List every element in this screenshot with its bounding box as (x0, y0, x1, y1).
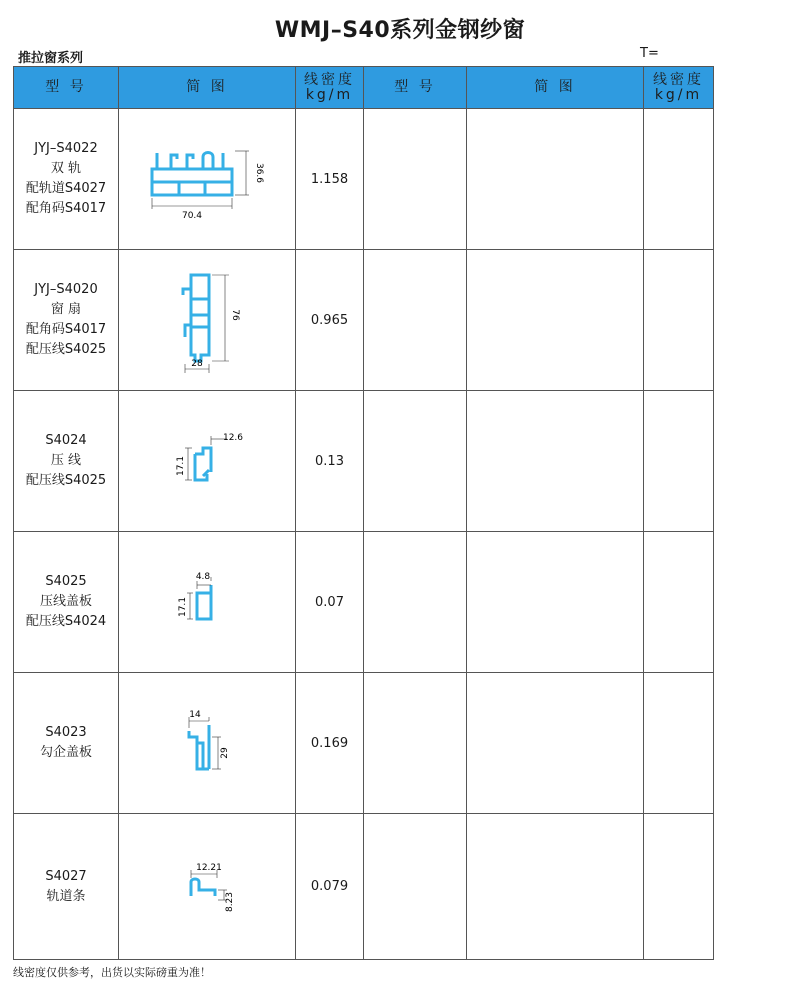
header-model: 型 号 (14, 67, 119, 109)
header-density-label-2: 线密度 (653, 71, 704, 88)
empty-cell (364, 673, 467, 814)
empty-cell (467, 250, 644, 391)
table-row (14, 391, 714, 532)
table-row (14, 532, 714, 673)
dim-width: 4.8 (195, 572, 211, 582)
drawing-cell (119, 250, 296, 391)
model-cell (14, 532, 119, 673)
series-subtitle: 推拉窗系列 (18, 51, 84, 66)
dim-width: 14 (189, 710, 201, 720)
density-cell: 0.079 (296, 814, 364, 960)
thickness-label: T= (640, 46, 659, 61)
dim-width: 70.4 (181, 211, 203, 219)
dim-height: 8.23 (225, 891, 235, 912)
model-cell (14, 673, 119, 814)
header-density-unit-2: kg/m (654, 86, 703, 103)
model-note: 配压线S4025 (25, 473, 107, 488)
model-name: 窗 扇 (50, 302, 82, 317)
header-model-2: 型 号 (364, 67, 467, 109)
model-code: S4024 (45, 433, 87, 448)
model-name: 压 线 (50, 453, 82, 468)
drawing-cell (119, 391, 296, 532)
dim-width: 12.21 (196, 862, 222, 873)
profile-drawing (137, 426, 277, 496)
header-density-unit: kg/m (305, 86, 354, 103)
model-note: 配角码S4017 (25, 201, 107, 216)
empty-cell (644, 532, 714, 673)
model-cell (14, 109, 119, 250)
model-name: 轨道条 (46, 888, 86, 904)
density-cell: 0.07 (296, 532, 364, 673)
empty-cell (644, 250, 714, 391)
model-code: S4023 (45, 725, 87, 740)
model-cell (14, 250, 119, 391)
drawing-cell (119, 109, 296, 250)
footnote: 线密度仅供参考，出货以实际磅重为准！ (13, 966, 211, 979)
model-code: JYJ–S4022 (34, 141, 98, 156)
density-cell: 0.965 (296, 250, 364, 391)
drawing-cell (119, 814, 296, 960)
model-cell (14, 814, 119, 960)
model-code: JYJ–S4020 (34, 282, 98, 297)
model-cell (14, 391, 119, 532)
model-note: 配角码S4017 (25, 322, 107, 337)
page-title: WMJ–S40系列金钢纱窗 (274, 18, 526, 43)
empty-cell (644, 814, 714, 960)
empty-cell (467, 814, 644, 960)
model-name: 双 轨 (50, 161, 82, 176)
density-cell: 1.158 (296, 109, 364, 250)
profile-drawing (137, 139, 277, 219)
density-cell: 0.13 (296, 391, 364, 532)
profile-drawing (137, 852, 277, 922)
profile-drawing (137, 265, 277, 375)
model-note: 配轨道S4027 (25, 181, 107, 196)
table-header-row (14, 67, 714, 109)
table-row (14, 109, 714, 250)
dim-width: 12.6 (222, 433, 244, 443)
empty-cell (364, 391, 467, 532)
dim-height: 17.1 (176, 455, 186, 477)
table-row (14, 250, 714, 391)
profile-table (13, 66, 714, 960)
dim-width: 28 (191, 359, 203, 369)
dim-height: 29 (220, 747, 230, 759)
table-row (14, 814, 714, 960)
header-drawing: 简 图 (119, 67, 296, 109)
header-drawing-2: 简 图 (467, 67, 644, 109)
empty-cell (467, 532, 644, 673)
drawing-cell (119, 673, 296, 814)
table-row (14, 673, 714, 814)
empty-cell (364, 532, 467, 673)
header-density-label: 线密度 (304, 71, 355, 88)
empty-cell (467, 673, 644, 814)
dim-height: 17.1 (178, 596, 188, 618)
model-code: S4027 (45, 868, 87, 884)
header-density-2 (644, 67, 714, 109)
model-note: 配压线S4025 (25, 342, 107, 357)
empty-cell (364, 814, 467, 960)
model-note: 配压线S4024 (25, 614, 107, 629)
dim-height: 36.6 (254, 162, 264, 184)
empty-cell (364, 250, 467, 391)
profile-drawing (137, 567, 277, 637)
empty-cell (467, 109, 644, 250)
density-cell: 0.169 (296, 673, 364, 814)
model-name: 压线盖板 (39, 594, 92, 609)
empty-cell (467, 391, 644, 532)
empty-cell (644, 109, 714, 250)
dim-height: 76 (230, 309, 240, 321)
empty-cell (644, 673, 714, 814)
empty-cell (644, 391, 714, 532)
drawing-cell (119, 532, 296, 673)
model-name: 勾企盖板 (39, 745, 92, 760)
profile-drawing (137, 703, 277, 783)
model-code: S4025 (45, 574, 87, 589)
header-density (296, 67, 364, 109)
empty-cell (364, 109, 467, 250)
